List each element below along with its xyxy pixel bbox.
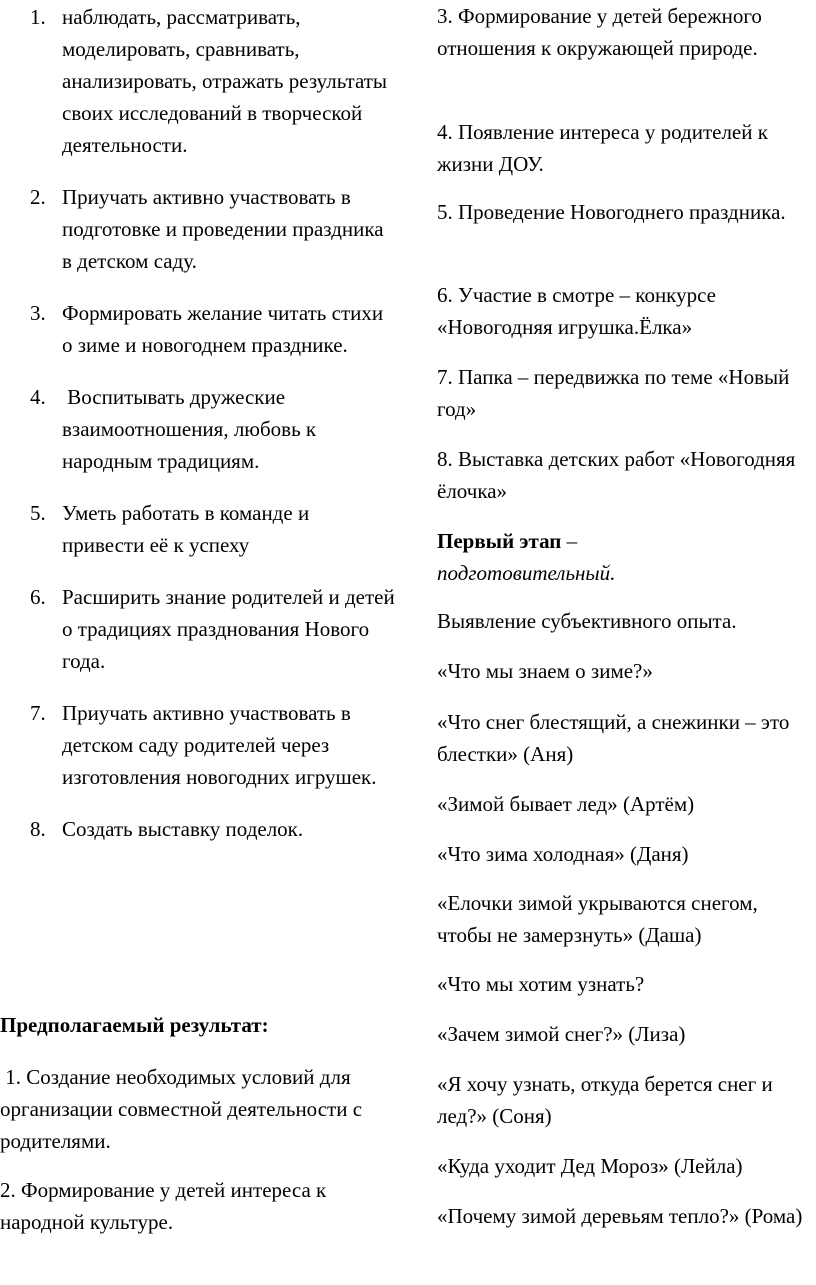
answer: «Я хочу узнать, откуда берется снег и лед?» (Соня) (437, 1072, 773, 1128)
list-text: наблюдать, рассматривать, моделировать, сравнивать, анализировать, отражать результаты своих исследований в творческой деятельности. (62, 5, 388, 157)
stage-title: Первый этап (437, 529, 562, 553)
paragraph: Выявление субъективного опыта. (437, 609, 737, 633)
list-number: 7. (30, 701, 46, 725)
list-item (0, 181, 395, 277)
result-paragraph: 5. Проведение Новогоднего праздника. (437, 200, 786, 224)
answer: «Куда уходит Дед Мороз» (Лейла) (437, 1154, 743, 1178)
goals-list (0, 1, 395, 845)
list-item (0, 813, 395, 845)
result-paragraph: 6. Участие в смотре – конкурсе «Новогодняя игрушка.Ёлка» (437, 283, 716, 339)
list-number: 3. (30, 301, 46, 325)
list-item (0, 297, 395, 361)
answer: «Почему зимой деревьям тепло?» (Рома) (437, 1204, 803, 1228)
result-paragraph: 3. Формирование у детей бережного отношения к окружающей природе. (437, 4, 762, 60)
answer: «Зимой бывает лед» (Артём) (437, 792, 695, 816)
list-text: Приучать активно участвовать в детском саду родителей через изготовления новогодних игрушек. (62, 701, 377, 789)
list-number: 4. (30, 385, 46, 409)
list-number: 6. (30, 585, 46, 609)
list-number: 1. (30, 5, 46, 29)
list-text: Воспитывать дружеские взаимоотношения, любовь к народным традициям. (62, 385, 322, 473)
answer: «Что зима холодная» (Даня) (437, 842, 689, 866)
result-paragraph: 7. Папка – передвижка по теме «Новый год» (437, 365, 790, 421)
result-paragraph: 2. Формирование у детей интереса к народной культуре. (0, 1178, 327, 1234)
list-number: 2. (30, 185, 46, 209)
expected-result-heading: Предполагаемый результат: (0, 1013, 269, 1037)
stage-dash: – (561, 529, 583, 553)
list-text: Уметь работать в команде и привести её к успеху (62, 501, 310, 557)
result-paragraph: 8. Выставка детских работ «Новогодняя ёлочка» (437, 447, 796, 503)
question: «Что мы хотим узнать? (437, 972, 645, 996)
result-paragraph: 4. Появление интереса у родителей к жизни ДОУ. (437, 120, 768, 176)
list-number: 8. (30, 817, 46, 841)
stage-subtitle: подготовительный. (437, 561, 616, 585)
result-paragraph: 1. Создание необходимых условий для организации совместной деятельности с родителями. (0, 1065, 368, 1153)
list-text: Формировать желание читать стихи о зиме и новогоднем празднике. (62, 301, 384, 357)
answer: «Что снег блестящий, а снежинки – это блестки» (Аня) (437, 710, 790, 766)
list-item (0, 581, 395, 677)
left-column (0, 0, 395, 1234)
list-item (0, 697, 395, 793)
answer: «Елочки зимой укрываются снегом, чтобы не замерзнуть» (Даша) (437, 891, 758, 947)
list-item (0, 381, 395, 477)
list-text: Расширить знание родителей и детей о традициях празднования Нового года. (62, 585, 395, 673)
answer: «Зачем зимой снег?» (Лиза) (437, 1022, 686, 1046)
list-item (0, 1, 395, 161)
list-text: Создать выставку поделок. (62, 817, 304, 841)
list-number: 5. (30, 501, 46, 525)
question: «Что мы знаем о зиме?» (437, 659, 653, 683)
stage-heading (437, 525, 816, 589)
list-item (0, 497, 395, 561)
list-text: Приучать активно участвовать в подготовке и проведении праздника в детском саду. (62, 185, 384, 273)
